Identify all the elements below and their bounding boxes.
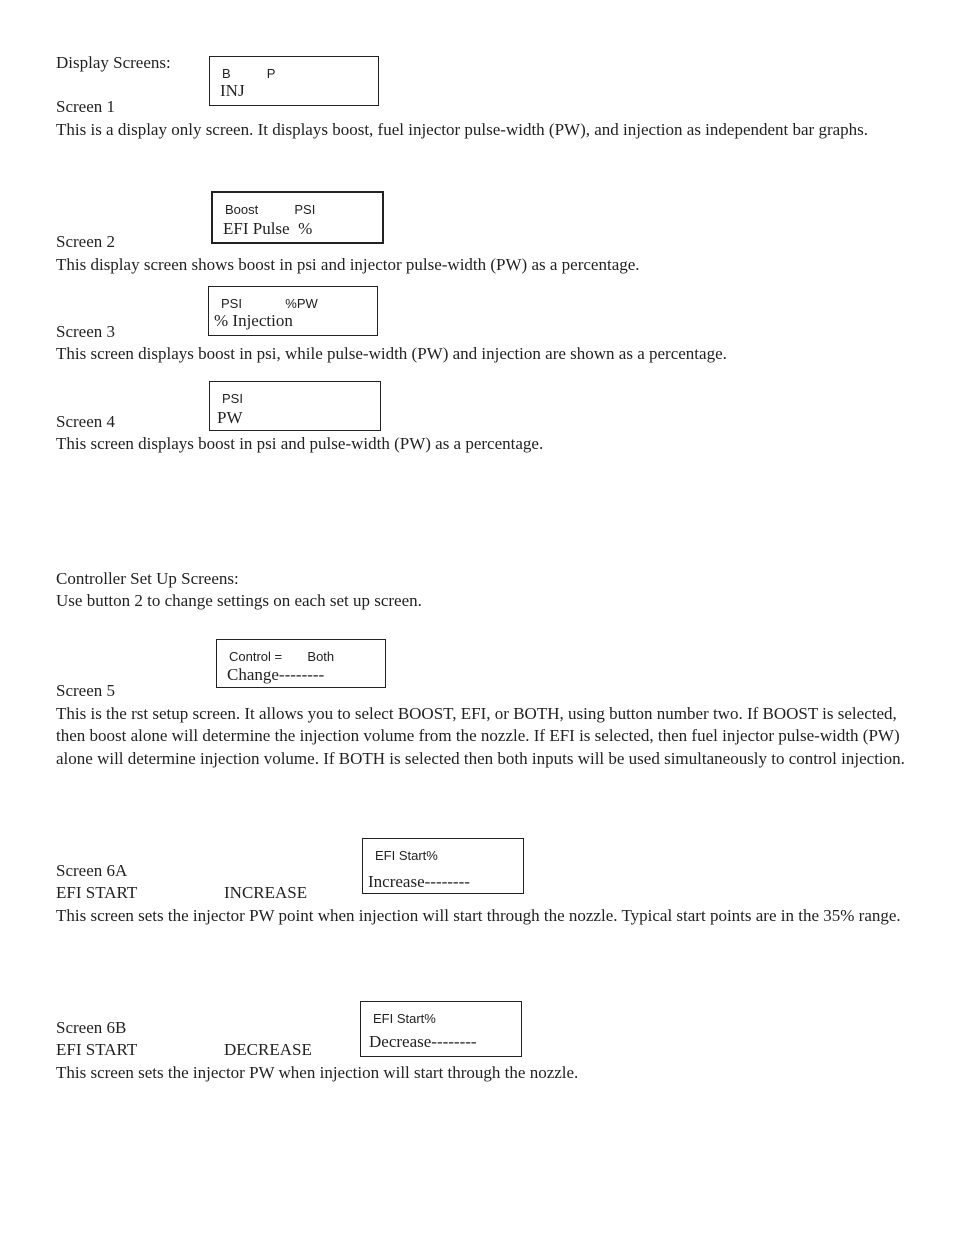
setup-screens-heading: Controller Set Up Screens:	[56, 569, 239, 588]
lcd-screen-1	[209, 56, 379, 106]
screen-6a-setting-action: INCREASE	[224, 883, 308, 902]
screen-6b-label: Screen 6B	[56, 1018, 127, 1037]
lcd-line-1: PSI %PW	[221, 296, 318, 311]
screen-4-label: Screen 4	[56, 412, 116, 431]
lcd-line-2: EFI Pulse %	[223, 219, 313, 238]
screen-5-label: Screen 5	[56, 681, 116, 700]
lcd-line-1: EFI Start%	[375, 848, 438, 863]
screen-1-label: Screen 1	[56, 97, 116, 116]
lcd-line-1: PSI	[222, 391, 243, 406]
screen-6b-description: This screen sets the injector PW when injection will start through the nozzle.	[56, 1063, 579, 1082]
lcd-line-2: % Injection	[214, 311, 293, 330]
lcd-screen-2	[211, 191, 384, 244]
lcd-screen-6b	[360, 1001, 522, 1057]
screen-3-description: This screen displays boost in psi, while pulse-width (PW) and injection are shown as a percentage.	[56, 344, 727, 363]
lcd-line-1: EFI Start%	[373, 1011, 436, 1026]
lcd-screen-4	[209, 381, 381, 431]
screen-6b-setting-action: DECREASE	[224, 1040, 312, 1059]
lcd-screen-5	[216, 639, 386, 688]
screen-5-description: This is the rst setup screen. It allows you to select BOOST, EFI, or BOTH, using button number two. If BOOST is selected, then boost alone will determine the injection volume from the nozzle. If EFI is selected, then fuel injector pulse-width (PW) alone will determine injection volume. If BOTH is selected then both inputs will be used simultaneously to control injection.	[56, 704, 905, 768]
lcd-line-1: Control = Both	[229, 649, 335, 664]
screen-3-label: Screen 3	[56, 322, 116, 341]
screen-4-description: This screen displays boost in psi and pulse-width (PW) as a percentage.	[56, 434, 544, 453]
screen-6b-setting-name: EFI START	[56, 1040, 138, 1059]
lcd-line-1: Boost PSI	[225, 202, 316, 217]
screen-6a-label: Screen 6A	[56, 861, 128, 880]
lcd-line-2: Change--------	[227, 665, 325, 684]
screen-1-description: This is a display only screen. It displays boost, fuel injector pulse-width (PW), and injection as independent bar graphs.	[56, 120, 869, 139]
lcd-screen-6a	[362, 838, 524, 894]
display-screens-heading: Display Screens:	[56, 53, 171, 72]
screen-2-description: This display screen shows boost in psi and injector pulse-width (PW) as a percentage.	[56, 255, 640, 274]
screen-2-label: Screen 2	[56, 232, 116, 251]
setup-intro: Use button 2 to change settings on each set up screen.	[56, 591, 422, 610]
lcd-line-2: PW	[217, 408, 243, 427]
lcd-line-2: Decrease--------	[369, 1032, 477, 1051]
screen-6a-setting-name: EFI START	[56, 883, 138, 902]
lcd-line-2: INJ	[220, 81, 245, 100]
lcd-line-1: B P	[222, 66, 276, 81]
screen-6a-description: This screen sets the injector PW point when injection will start through the nozzle. Typical start points are in the 35% range.	[56, 906, 901, 925]
lcd-line-2: Increase--------	[368, 872, 470, 891]
lcd-screen-3	[208, 286, 378, 336]
